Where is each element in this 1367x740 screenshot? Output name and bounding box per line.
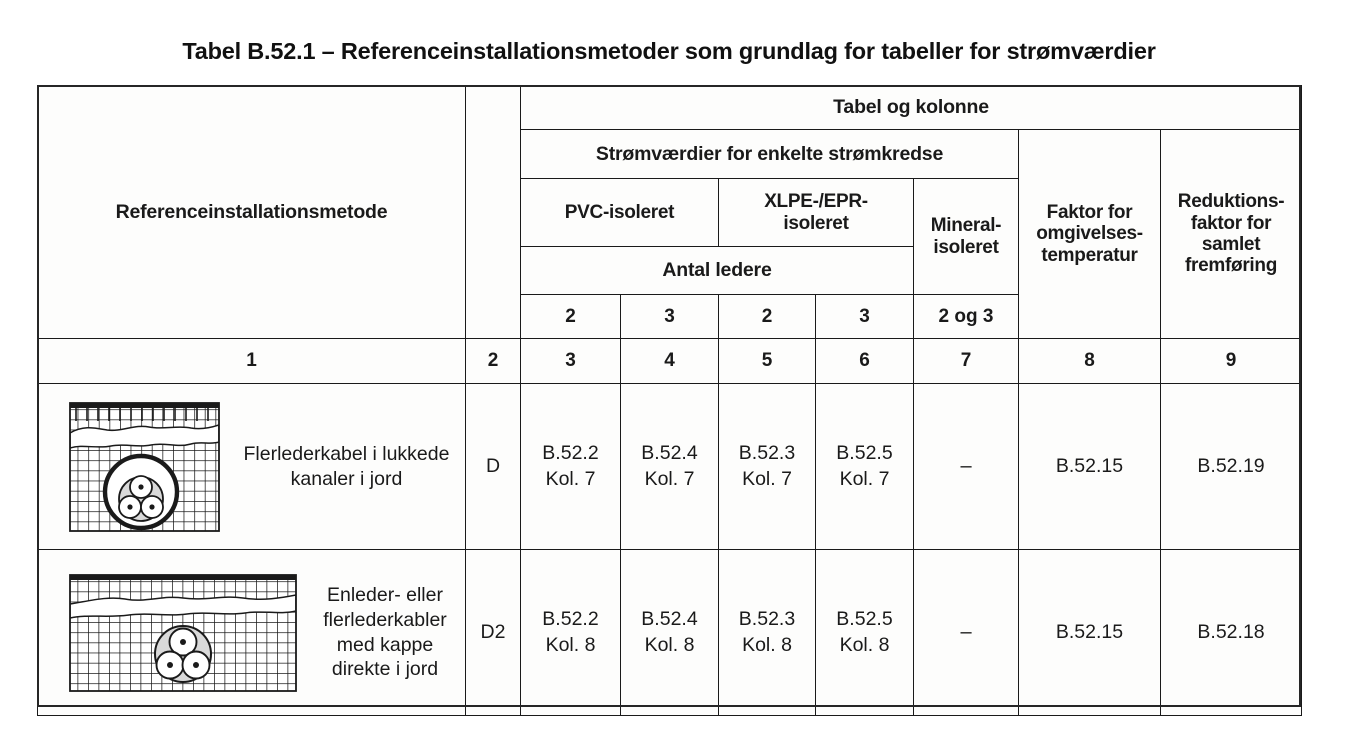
row-1-mineral: – xyxy=(914,384,1019,550)
header-conductor-count: Antal ledere xyxy=(521,247,914,295)
row-2-xlpe-3-column: Kol. 8 xyxy=(839,633,890,656)
header-conductors-pvc-3: 3 xyxy=(621,295,719,339)
row-2-pvc-2-table: B.52.2 xyxy=(542,608,599,631)
row-1-pvc-2-table: B.52.2 xyxy=(542,442,599,465)
header-ambient-factor xyxy=(1019,130,1161,339)
row-2-pvc-3-table: B.52.4 xyxy=(641,608,698,631)
row-1-reduction-factor: B.52.19 xyxy=(1161,384,1302,550)
row-2-mineral: – xyxy=(914,550,1019,716)
header-reduction-factor-line4: fremføring xyxy=(1185,255,1278,277)
header-xlpe-line2: isoleret xyxy=(783,212,849,234)
row-2-pvc-3-column: Kol. 8 xyxy=(644,633,695,656)
header-row-1 xyxy=(38,86,1302,130)
header-ambient-factor-line1: Faktor for xyxy=(1046,202,1133,224)
row-1-xlpe-2 xyxy=(719,384,816,550)
row-2-pvc-3 xyxy=(621,550,719,716)
row-2-pvc-2 xyxy=(521,550,621,716)
header-ambient-factor-line3: temperatur xyxy=(1041,244,1138,266)
row-1-xlpe-3 xyxy=(816,384,914,550)
row-2-pvc-2-column: Kol. 8 xyxy=(545,633,596,656)
header-conductors-pvc-2: 2 xyxy=(521,295,621,339)
row-1-xlpe-3-table: B.52.5 xyxy=(836,442,893,465)
header-ambient-factor-line2: omgivelses- xyxy=(1036,223,1143,245)
row-2-ambient-factor: B.52.15 xyxy=(1019,550,1161,716)
column-number-2: 2 xyxy=(466,339,521,384)
reference-installation-table-wrapper xyxy=(37,85,1301,707)
header-xlpe-epr-isolated xyxy=(719,179,914,247)
column-number-7: 7 xyxy=(914,339,1019,384)
table-row xyxy=(38,384,1302,550)
column-number-1: 1 xyxy=(38,339,466,384)
row-2-xlpe-2-column: Kol. 8 xyxy=(742,633,792,656)
header-mineral-isolated xyxy=(914,179,1019,295)
column-number-6: 6 xyxy=(816,339,914,384)
header-reduction-factor-line3: samlet xyxy=(1201,234,1261,255)
row-2-reduction-factor: B.52.18 xyxy=(1161,550,1302,716)
row-1-ambient-factor: B.52.15 xyxy=(1019,384,1161,550)
header-reduction-factor-line1: Reduktions- xyxy=(1177,191,1285,213)
header-table-and-column: Tabel og kolonne xyxy=(521,86,1302,130)
row-2-xlpe-3-table: B.52.5 xyxy=(836,608,893,631)
header-method-code-spacer xyxy=(466,86,521,339)
page-title: Tabel B.52.1 – Referenceinstallationsmetoder som grundlag for tabeller for strømværdier xyxy=(182,38,1156,64)
row-1-method-cell xyxy=(38,384,466,550)
row-1-pvc-2 xyxy=(521,384,621,550)
buried-cable-in-duct-icon xyxy=(67,399,222,535)
header-xlpe-line1: XLPE-/EPR- xyxy=(764,191,868,213)
row-1-description: Flerlederkabel i lukkede kanaler i jord xyxy=(243,442,450,490)
row-1-pvc-3 xyxy=(621,384,719,550)
column-number-5: 5 xyxy=(719,339,816,384)
column-number-9: 9 xyxy=(1161,339,1302,384)
header-reduction-factor-line2: faktor for xyxy=(1190,212,1272,234)
row-1-pvc-3-table: B.52.4 xyxy=(641,442,698,465)
table-row xyxy=(38,550,1302,716)
header-conductors-mineral: 2 og 3 xyxy=(914,295,1019,339)
row-1-xlpe-3-column: Kol. 7 xyxy=(839,467,890,490)
row-2-xlpe-2-table: B.52.3 xyxy=(738,608,796,631)
header-method: Referenceinstallationsmetode xyxy=(38,86,466,339)
header-conductors-xlpe-3: 3 xyxy=(816,295,914,339)
reference-installation-table xyxy=(37,85,1302,716)
column-number-3: 3 xyxy=(521,339,621,384)
row-1-xlpe-2-column: Kol. 7 xyxy=(742,467,792,490)
buried-cable-direct-icon xyxy=(67,571,299,695)
row-2-method-cell xyxy=(38,550,466,716)
row-2-description: Enleder- eller flerlederkabler med kappe direkte i jord xyxy=(323,583,447,681)
column-number-8: 8 xyxy=(1019,339,1161,384)
row-1-pvc-2-column: Kol. 7 xyxy=(545,467,596,490)
column-number-4: 4 xyxy=(621,339,719,384)
header-mineral-line1: Mineral- xyxy=(930,215,1002,237)
row-1-pvc-3-column: Kol. 7 xyxy=(644,467,695,490)
header-currents-single-circuits: Strømværdier for enkelte strømkredse xyxy=(521,130,1019,179)
row-2-method-code: D2 xyxy=(466,550,521,716)
row-1-method-code: D xyxy=(466,384,521,550)
row-1-xlpe-2-table: B.52.3 xyxy=(738,442,796,465)
header-conductors-xlpe-2: 2 xyxy=(719,295,816,339)
header-mineral-line2: isoleret xyxy=(933,236,999,258)
header-pvc-isolated: PVC-isoleret xyxy=(521,179,719,247)
row-2-xlpe-3 xyxy=(816,550,914,716)
header-reduction-factor xyxy=(1161,130,1302,339)
column-number-row xyxy=(38,339,1302,384)
row-2-xlpe-2 xyxy=(719,550,816,716)
